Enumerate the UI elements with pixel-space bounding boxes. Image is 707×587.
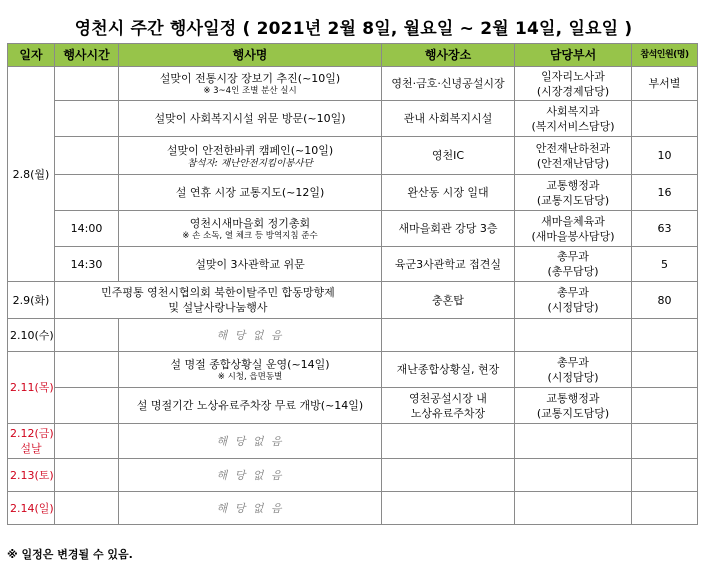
attendees-cell: 10 bbox=[632, 137, 698, 175]
dept-team: (안전재난담당) bbox=[536, 156, 610, 170]
attendees-cell: 63 bbox=[632, 211, 698, 247]
place-cell: 충혼탑 bbox=[382, 282, 515, 319]
dept-cell bbox=[515, 492, 632, 525]
event-title: 설 명절 종합상황실 운영(~14일) bbox=[170, 357, 330, 371]
header-dept: 담당부서 bbox=[515, 44, 632, 67]
no-event-cell: 해 당 없 음 bbox=[119, 492, 382, 525]
dept-name: 새마을체육과 bbox=[541, 214, 605, 228]
event-cell: 설맞이 3사관학교 위문 bbox=[119, 247, 382, 282]
event-title-line2: 및 설날사랑나눔행사 bbox=[168, 301, 268, 314]
header-date: 일자 bbox=[8, 44, 55, 67]
dept-team: (시정담당) bbox=[547, 370, 599, 384]
dept-name: 총무과 bbox=[557, 286, 589, 299]
time-cell bbox=[55, 492, 119, 525]
time-cell bbox=[55, 424, 119, 459]
place-line2: 노상유료주차장 bbox=[410, 406, 486, 420]
event-note: 참석자: 재난안전지킴이봉사단 bbox=[187, 157, 313, 169]
date-cell: 2.13(토) bbox=[8, 459, 55, 492]
place-line1: 영천공설시장 내 bbox=[409, 391, 487, 405]
event-cell: 설맞이 사회복지시설 위문 방문(~10일) bbox=[119, 101, 382, 137]
event-cell bbox=[119, 352, 382, 388]
table-row bbox=[8, 247, 698, 282]
dept-name: 안전재난하천과 bbox=[535, 141, 611, 155]
place-cell bbox=[382, 459, 515, 492]
attendees-cell: 부서별 bbox=[632, 67, 698, 101]
dept-name: 교통행정과 bbox=[546, 391, 600, 405]
attendees-cell: 5 bbox=[632, 247, 698, 282]
no-event-cell: 해 당 없 음 bbox=[119, 319, 382, 352]
place-cell bbox=[382, 319, 515, 352]
place-cell: 재난종합상황실, 현장 bbox=[382, 352, 515, 388]
event-note: ※ 3~4인 조별 분산 실시 bbox=[203, 85, 297, 96]
dept-cell bbox=[515, 459, 632, 492]
dept-team: (시정담당) bbox=[547, 301, 599, 314]
attendees-cell bbox=[632, 319, 698, 352]
time-cell: 14:30 bbox=[55, 247, 119, 282]
event-title: 설맞이 안전한바퀴 캠페인(~10일) bbox=[166, 143, 334, 157]
dept-team: (시장경제담당) bbox=[536, 84, 610, 98]
date-cell: 2.8(월) bbox=[8, 67, 55, 282]
no-event-cell: 해 당 없 음 bbox=[119, 459, 382, 492]
dept-team: (교통지도담당) bbox=[536, 406, 610, 420]
table-row bbox=[8, 492, 698, 525]
attendees-cell bbox=[632, 424, 698, 459]
footnote: ※ 일정은 변경될 수 있음. bbox=[7, 548, 133, 561]
place-cell: 육군3사관학교 접견실 bbox=[382, 247, 515, 282]
dept-name: 사회복지과 bbox=[546, 104, 600, 118]
place-cell: 영천·금호·신녕공설시장 bbox=[382, 67, 515, 101]
attendees-cell: 80 bbox=[632, 282, 698, 319]
table-row bbox=[8, 67, 698, 101]
date-cell: 2.14(일) bbox=[8, 492, 55, 525]
dept-cell bbox=[515, 101, 632, 137]
table-row bbox=[8, 459, 698, 492]
dept-team: (새마을봉사담당) bbox=[531, 229, 615, 243]
table-row bbox=[8, 211, 698, 247]
place-cell bbox=[382, 492, 515, 525]
event-cell bbox=[119, 67, 382, 101]
table-row bbox=[8, 175, 698, 211]
header-event: 행사명 bbox=[119, 44, 382, 67]
place-cell: 새마을회관 강당 3층 bbox=[382, 211, 515, 247]
dept-name: 일자리노사과 bbox=[541, 69, 605, 83]
event-cell bbox=[119, 137, 382, 175]
date-cell: 2.10(수) bbox=[8, 319, 55, 352]
attendees-cell: 16 bbox=[632, 175, 698, 211]
table-row bbox=[8, 388, 698, 424]
table-row bbox=[8, 352, 698, 388]
table-row bbox=[8, 101, 698, 137]
event-note: ※ 손 소독, 열 체크 등 방역지침 준수 bbox=[182, 230, 318, 241]
dept-cell bbox=[515, 352, 632, 388]
time-cell bbox=[55, 319, 119, 352]
time-cell bbox=[55, 352, 119, 388]
header-time: 행사시간 bbox=[55, 44, 119, 67]
place-cell bbox=[382, 424, 515, 459]
holiday-label: 설날 bbox=[20, 442, 42, 455]
dept-cell bbox=[515, 282, 632, 319]
event-cell bbox=[55, 282, 382, 319]
dept-cell bbox=[515, 175, 632, 211]
event-note: ※ 시청, 읍면동별 bbox=[217, 371, 283, 382]
dept-cell bbox=[515, 388, 632, 424]
dept-cell bbox=[515, 424, 632, 459]
dept-team: (교통지도담당) bbox=[536, 193, 610, 207]
date-cell bbox=[8, 424, 55, 459]
attendees-cell bbox=[632, 388, 698, 424]
place-cell: 관내 사회복지시설 bbox=[382, 101, 515, 137]
header-attendees: 참석인원(명) bbox=[632, 44, 698, 67]
time-cell: 14:00 bbox=[55, 211, 119, 247]
dept-team: (복지서비스담당) bbox=[531, 119, 615, 133]
schedule-table bbox=[7, 43, 698, 525]
event-cell: 설 연휴 시장 교통지도(~12일) bbox=[119, 175, 382, 211]
dept-team: (총무담당) bbox=[547, 265, 599, 278]
dept-cell bbox=[515, 247, 632, 282]
date-text: 2.12(금) bbox=[10, 427, 54, 440]
place-cell: 영천IC bbox=[382, 137, 515, 175]
event-title: 영천시새마을회 정기총회 bbox=[189, 216, 311, 230]
place-cell: 완산동 시장 일대 bbox=[382, 175, 515, 211]
time-cell bbox=[55, 175, 119, 211]
page-title: 영천시 주간 행사일정 ( 2021년 2월 8일, 월요일 ~ 2월 14일, 일요일 ) bbox=[74, 19, 633, 39]
attendees-cell bbox=[632, 459, 698, 492]
dept-cell bbox=[515, 319, 632, 352]
table-row bbox=[8, 282, 698, 319]
date-cell: 2.11(목) bbox=[8, 352, 55, 424]
dept-cell bbox=[515, 67, 632, 101]
dept-name: 교통행정과 bbox=[546, 178, 600, 192]
date-cell: 2.9(화) bbox=[8, 282, 55, 319]
dept-name: 총무과 bbox=[557, 250, 589, 263]
event-title: 민주평통 영천시협의회 북한이탈주민 합동망향제 bbox=[101, 286, 335, 299]
header-place: 행사장소 bbox=[382, 44, 515, 67]
time-cell bbox=[55, 459, 119, 492]
attendees-cell bbox=[632, 492, 698, 525]
table-row bbox=[8, 424, 698, 459]
time-cell bbox=[55, 101, 119, 137]
header-row bbox=[8, 44, 698, 67]
dept-name: 총무과 bbox=[557, 355, 589, 369]
dept-cell bbox=[515, 211, 632, 247]
no-event-cell: 해 당 없 음 bbox=[119, 424, 382, 459]
place-cell bbox=[382, 388, 515, 424]
time-cell bbox=[55, 67, 119, 101]
attendees-cell bbox=[632, 352, 698, 388]
dept-cell bbox=[515, 137, 632, 175]
table-row bbox=[8, 319, 698, 352]
event-title: 설맞이 전통시장 장보기 추진(~10일) bbox=[159, 71, 341, 85]
event-cell bbox=[119, 211, 382, 247]
table-row bbox=[8, 137, 698, 175]
attendees-cell bbox=[632, 101, 698, 137]
event-cell: 설 명절기간 노상유료주차장 무료 개방(~14일) bbox=[119, 388, 382, 424]
time-cell bbox=[55, 388, 119, 424]
time-cell bbox=[55, 137, 119, 175]
